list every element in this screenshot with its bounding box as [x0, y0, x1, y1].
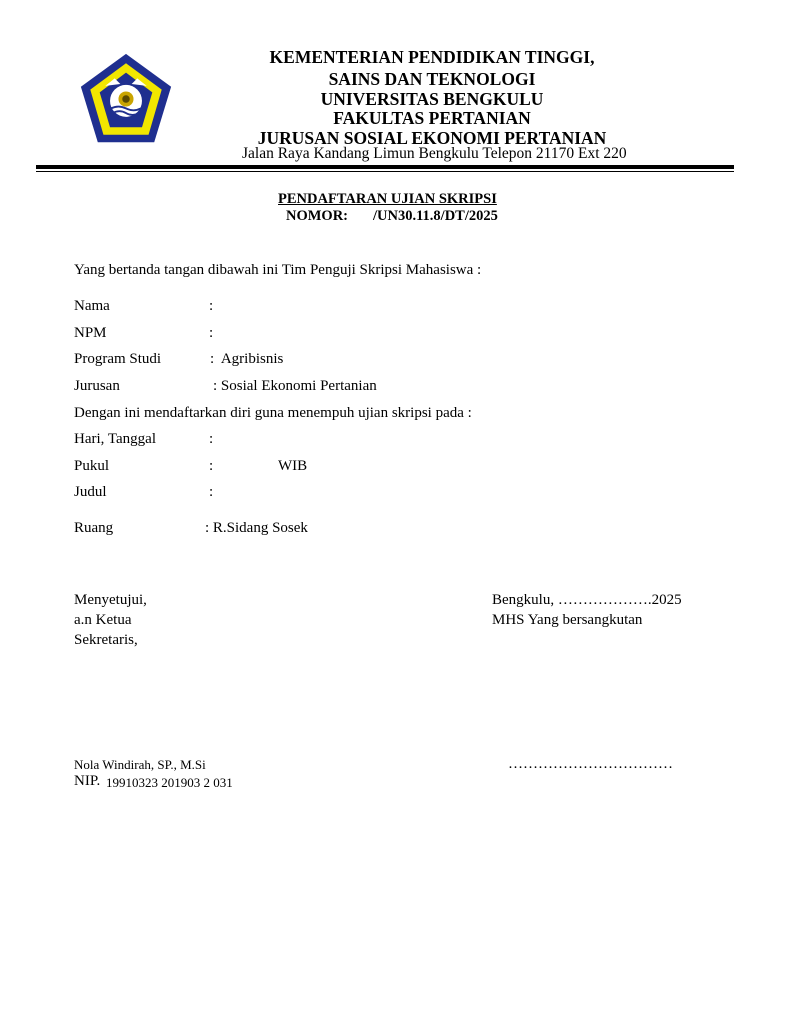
- header-divider-thick: [36, 165, 734, 169]
- header-divider-thin: [36, 171, 734, 172]
- header-faculty: FAKULTAS PERTANIAN: [333, 108, 531, 128]
- student-signature-line: ……………………………: [508, 756, 673, 772]
- approval-role: Sekretaris,: [74, 632, 138, 648]
- prodi-label: Program Studi: [74, 351, 162, 367]
- student-label: MHS Yang bersangkutan: [492, 612, 643, 628]
- jurusan-value: : Sosial Ekonomi Pertanian: [213, 378, 377, 394]
- header-ministry: KEMENTERIAN PENDIDIKAN TINGGI,: [269, 47, 595, 67]
- signer-name: Nola Windirah, SP., M.Si: [74, 757, 206, 772]
- pukul-unit: WIB: [278, 458, 308, 474]
- judul-label: Judul: [74, 484, 107, 500]
- document-title: PENDAFTARAN UJIAN SKRIPSI: [278, 191, 497, 207]
- pukul-separator: :: [209, 458, 214, 474]
- header-university: UNIVERSITAS BENGKULU: [320, 89, 544, 109]
- approval-label: Menyetujui,: [74, 592, 147, 608]
- hari-separator: :: [209, 431, 214, 447]
- document-number-value: /UN30.11.8/DT/2025: [373, 208, 498, 224]
- nama-separator: :: [209, 298, 214, 314]
- statement-text: Dengan ini mendaftarkan diri guna menempuh ujian skripsi pada :: [74, 405, 472, 421]
- place-date: Bengkulu, ……………….2025: [492, 592, 682, 608]
- intro-text: Yang bertanda tangan dibawah ini Tim Penguji Skripsi Mahasiswa :: [74, 262, 482, 278]
- approval-on-behalf: a.n Ketua: [74, 612, 132, 628]
- hari-label: Hari, Tanggal: [74, 431, 156, 447]
- ruang-value: : R.Sidang Sosek: [205, 520, 308, 536]
- ruang-label: Ruang: [74, 520, 114, 536]
- university-emblem-icon: [79, 52, 173, 146]
- header-ministry-2: SAINS DAN TEKNOLOGI: [328, 69, 536, 89]
- header-department: JURUSAN SOSIAL EKONOMI PERTANIAN: [257, 128, 607, 148]
- header-address: Jalan Raya Kandang Limun Bengkulu Telepon 21170 Ext 220: [242, 145, 627, 162]
- jurusan-label: Jurusan: [74, 378, 120, 394]
- npm-label: NPM: [74, 325, 107, 341]
- nama-label: Nama: [74, 298, 110, 314]
- judul-separator: :: [209, 484, 214, 500]
- prodi-value: : Agribisnis: [210, 351, 284, 367]
- document-number-label: NOMOR:: [286, 208, 349, 224]
- pukul-label: Pukul: [74, 458, 110, 474]
- npm-separator: :: [209, 325, 214, 341]
- signer-nip-value: 19910323 201903 2 031: [106, 775, 233, 790]
- signer-nip-label: NIP.: [74, 773, 101, 789]
